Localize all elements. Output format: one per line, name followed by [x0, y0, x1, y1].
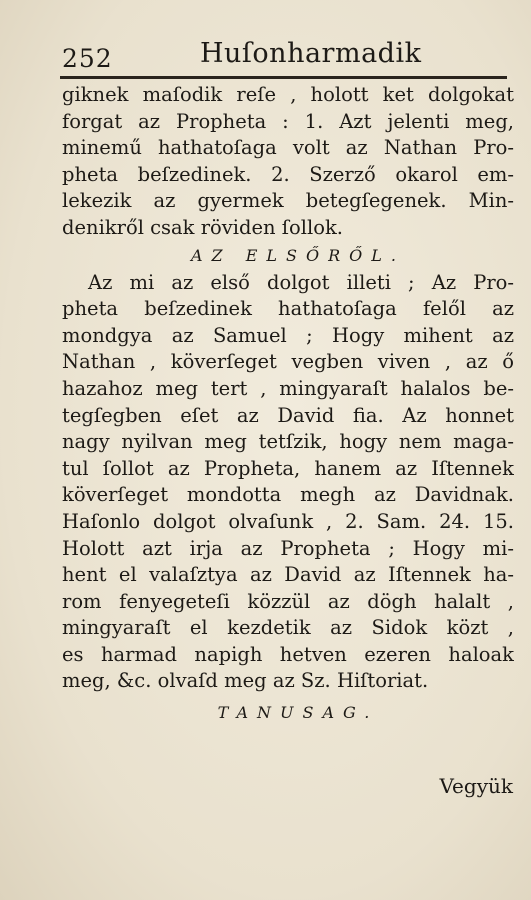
text-line: hent el valaſztya az David az Iſtennek ha- — [62, 563, 514, 587]
running-head: Huſonharmadik — [200, 38, 422, 69]
catchword: Vegyük — [439, 774, 513, 798]
text-line: köverſeget mondotta megh az Davidnak. — [62, 483, 514, 507]
header-rule — [60, 76, 507, 79]
text-line: giknek maſodik reſe , holott ket dolgokat — [62, 83, 514, 106]
text-line: pheta beſzedinek hathatoſaga felől az — [62, 297, 514, 321]
text-line: Az mi az első dolgot illeti ; Az Pro- — [88, 270, 514, 294]
text-line: lekezik az gyermek betegſegenek. Min- — [62, 189, 514, 213]
text-line: rom fenyegeteſi közzül az dögh halalt , — [62, 589, 514, 613]
text-line: minemű hathatoſaga volt az Nathan Pro- — [62, 136, 514, 160]
text-line: Nathan , köverſeget vegben viven , az ő — [62, 350, 514, 374]
text-line: mingyaraſt el kezdetik az Sidok közt , — [62, 616, 514, 640]
page-header — [60, 36, 510, 76]
text-line: es harmad napigh hetven ezeren haloak — [62, 642, 514, 666]
section-heading: TANUSAG. — [217, 703, 379, 723]
text-line: pheta beſzedinek. 2. Szerző okarol em- — [62, 162, 514, 186]
page-number: 252 — [62, 44, 113, 73]
text-line: forgat az Propheta : 1. Azt jelenti meg, — [62, 109, 514, 133]
text-line: tegſegben eſet az David fia. Az honnet — [62, 403, 514, 427]
text-line: mondgya az Samuel ; Hogy mihent az — [62, 323, 514, 347]
text-line: meg, &c. olvaſd meg az Sz. Hiſtoriat. — [62, 669, 429, 693]
page-text — [62, 82, 514, 727]
section-heading: AZ ELSŐRŐL. — [190, 245, 405, 265]
text-line: nagy nyilvan meg tetſzik, hogy nem maga- — [62, 430, 514, 454]
text-line: Holott azt irja az Propheta ; Hogy mi- — [62, 536, 514, 560]
text-line: denikről csak röviden ſollok. — [62, 215, 343, 239]
text-line: Haſonlo dolgot olvaſunk , 2. Sam. 24. 15. — [62, 509, 514, 533]
text-line: tul ſollot az Propheta, hanem az Iſtennek — [62, 456, 514, 480]
text-line: hazahoz meg tert , mingyaraſt halalos be- — [62, 376, 514, 400]
